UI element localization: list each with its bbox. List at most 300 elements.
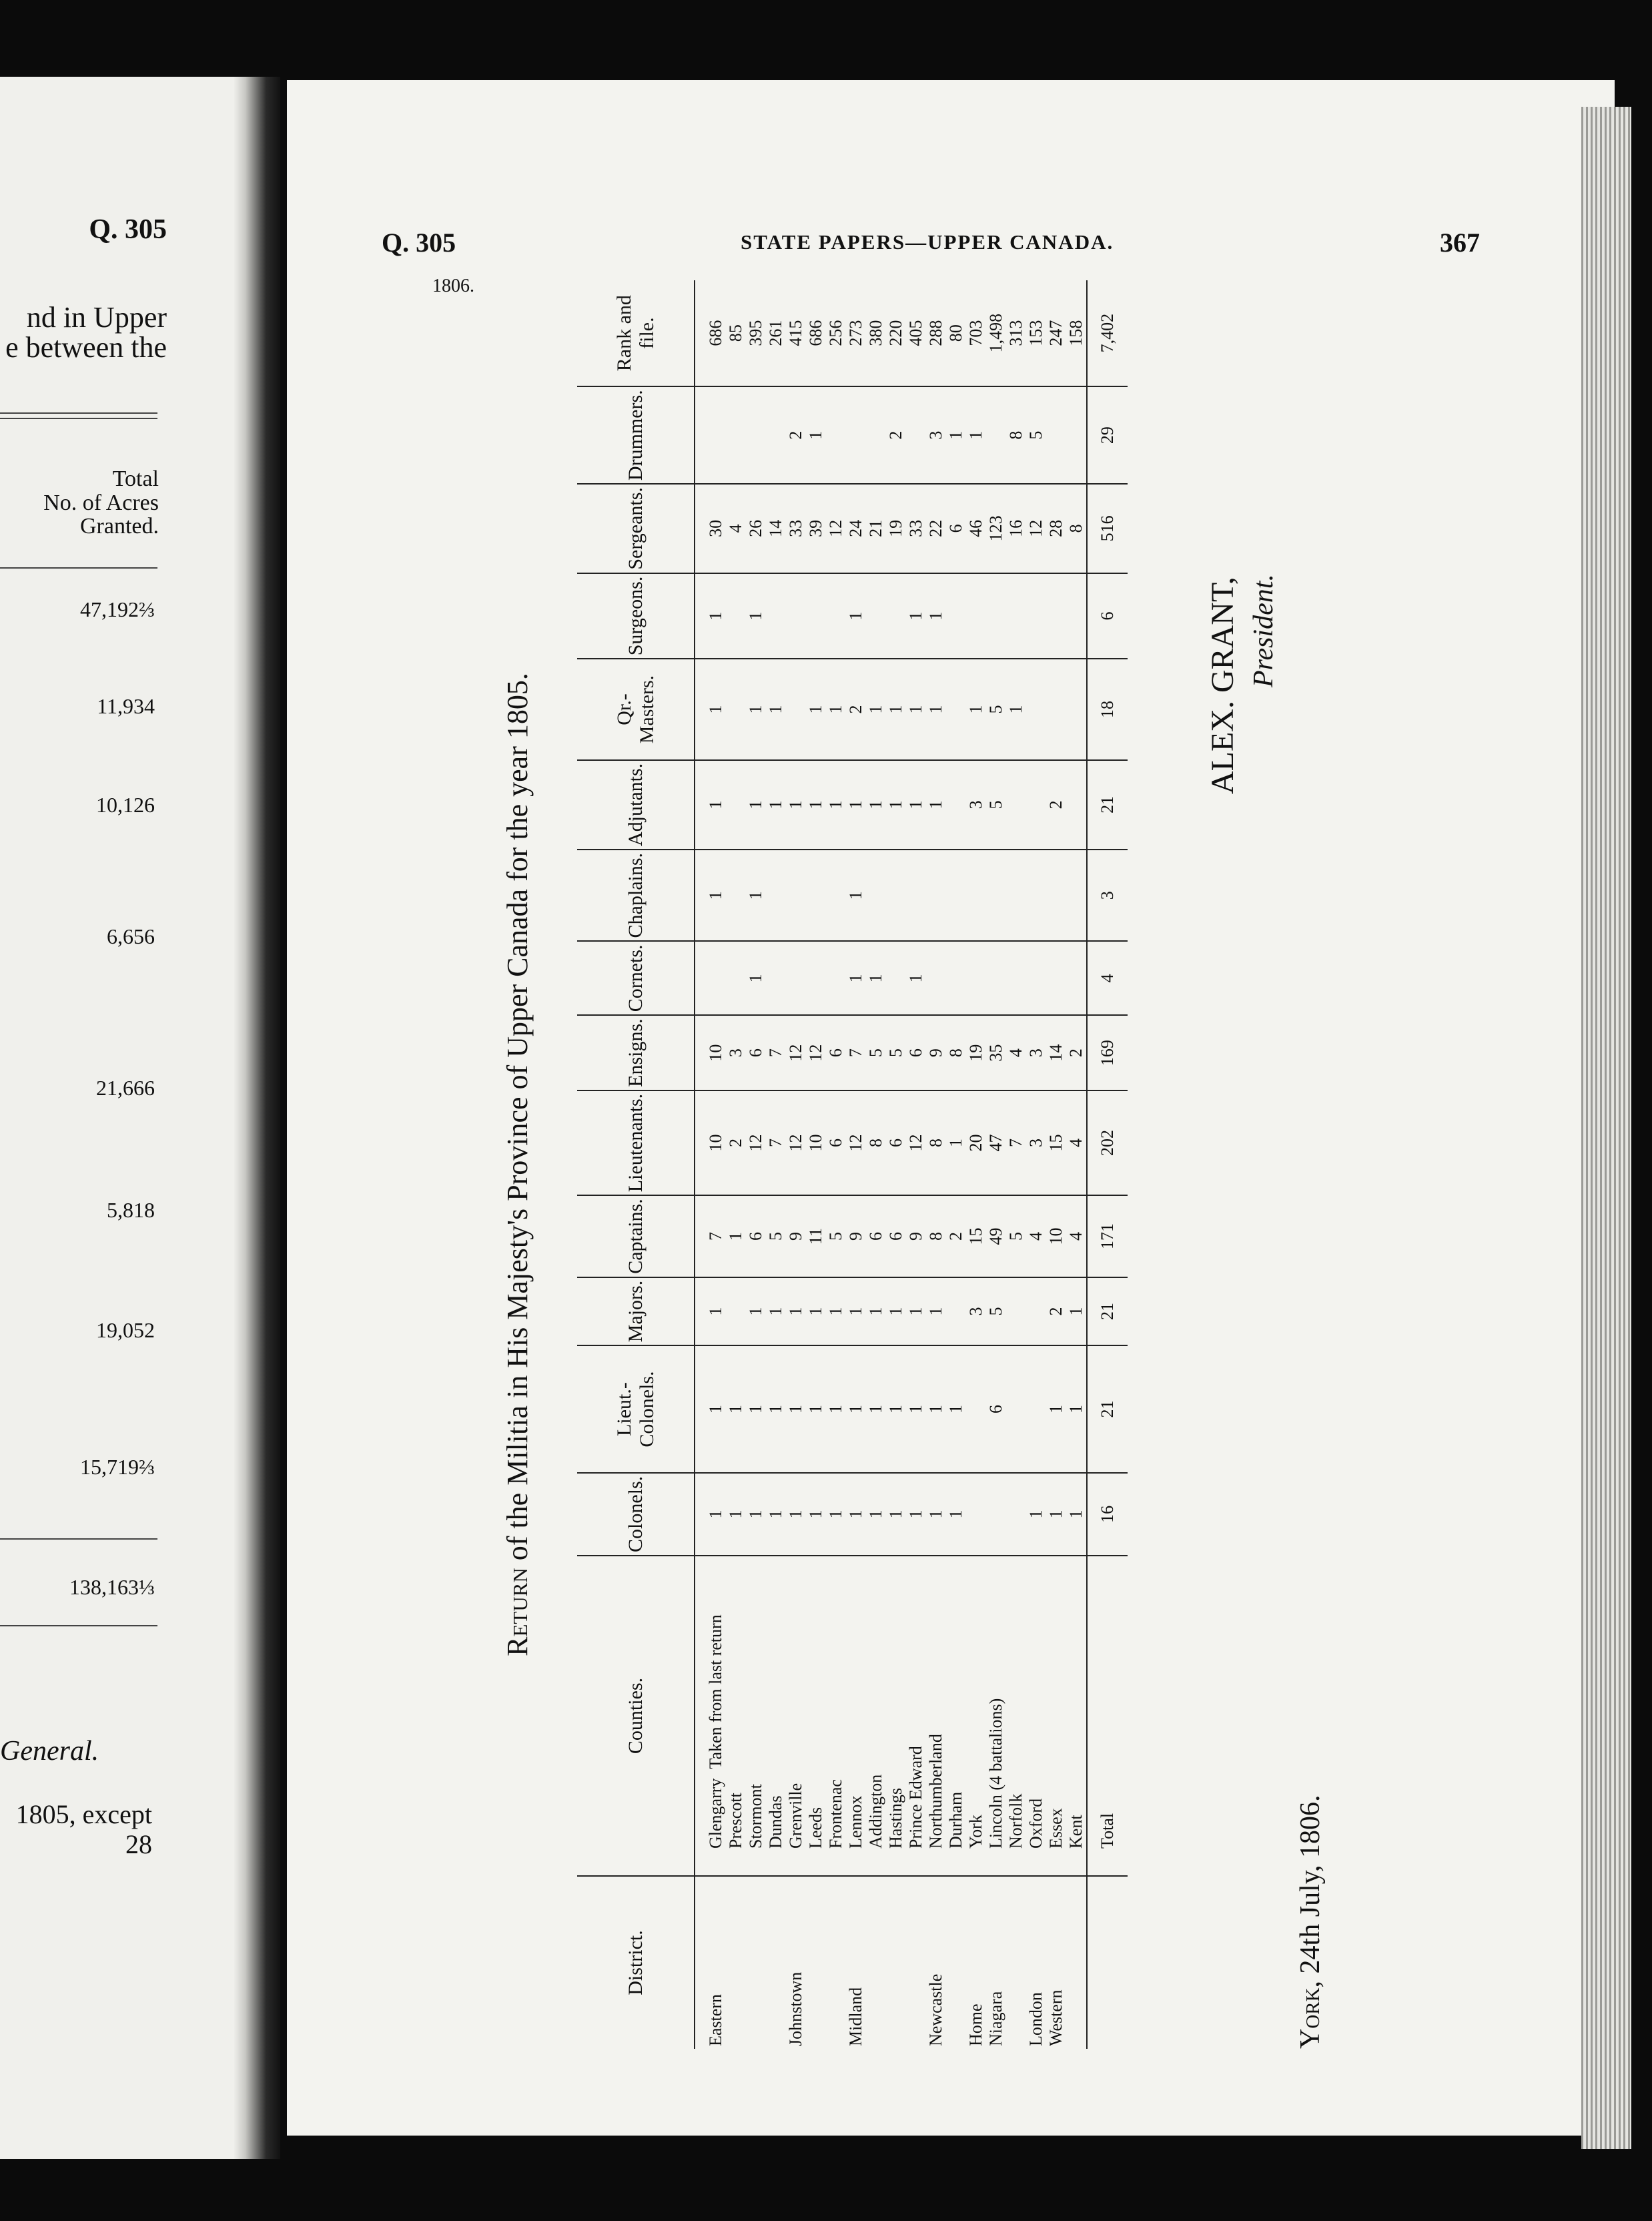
value-cell: 1 <box>846 1473 866 1556</box>
value-cell <box>1006 1277 1026 1346</box>
value-cell <box>1066 941 1087 1015</box>
value-cell: 1 <box>826 1345 846 1473</box>
value-cell: 12 <box>746 1090 766 1195</box>
value-cell <box>1026 659 1046 760</box>
value-cell: 1 <box>695 1473 726 1556</box>
value-cell <box>946 760 966 850</box>
value-cell: 1 <box>746 659 766 760</box>
county-cell <box>866 1556 886 1876</box>
value-cell: 256 <box>826 280 846 386</box>
county-cell <box>1046 1556 1066 1876</box>
value-cell: 7 <box>766 1015 786 1090</box>
column-header: Ensigns. <box>577 1015 695 1090</box>
county-cell <box>926 1556 946 1876</box>
county-cell <box>726 1556 746 1876</box>
value-cell <box>886 850 906 942</box>
value-cell: 1 <box>746 760 766 850</box>
value-cell: 1 <box>695 573 726 659</box>
table-row <box>726 280 746 2049</box>
total-cell: 6 <box>1087 573 1128 659</box>
value-cell: 39 <box>806 484 826 573</box>
table-row <box>695 280 726 2049</box>
value-cell <box>966 941 986 1015</box>
value-cell <box>1006 1345 1026 1473</box>
district-cell <box>766 1876 786 2049</box>
value-cell: 33 <box>906 484 926 573</box>
value-cell: 24 <box>846 484 866 573</box>
value-cell <box>1006 1473 1026 1556</box>
county-cell <box>1006 1556 1026 1876</box>
value-cell: 313 <box>1006 280 1026 386</box>
total-blank <box>1087 1876 1128 2049</box>
column-header: Cornets. <box>577 941 695 1015</box>
value-cell: 12 <box>826 484 846 573</box>
value-cell: 1 <box>866 1277 886 1346</box>
total-cell: 21 <box>1087 1277 1128 1346</box>
value-cell: 1 <box>695 760 726 850</box>
value-cell <box>906 386 926 484</box>
value-cell <box>766 941 786 1015</box>
value-cell <box>1026 850 1046 942</box>
value-cell <box>1046 850 1066 942</box>
county-cell <box>826 1556 846 1876</box>
value-cell: 1 <box>766 1277 786 1346</box>
value-cell: 1 <box>806 1473 826 1556</box>
value-cell: 2 <box>886 386 906 484</box>
value-cell: 12 <box>1026 484 1046 573</box>
value-cell: 1,498 <box>986 280 1006 386</box>
column-header: Qr.-Masters. <box>577 659 695 760</box>
value-cell: 85 <box>726 280 746 386</box>
value-cell: 2 <box>846 659 866 760</box>
value-cell <box>1066 850 1087 942</box>
value-cell <box>1006 941 1026 1015</box>
value-cell: 1 <box>766 1473 786 1556</box>
value-cell <box>726 941 746 1015</box>
total-cell: 171 <box>1087 1195 1128 1277</box>
value-cell: 20 <box>966 1090 986 1195</box>
value-cell <box>766 573 786 659</box>
district-cell <box>946 1876 966 2049</box>
value-cell: 1 <box>806 1277 826 1346</box>
table-row <box>886 280 906 2049</box>
column-header: Sergeants. <box>577 484 695 573</box>
value-cell: 5 <box>866 1015 886 1090</box>
value-cell <box>1006 573 1026 659</box>
value-cell: 158 <box>1066 280 1087 386</box>
value-cell: 1 <box>906 760 926 850</box>
value-cell: 1 <box>846 941 866 1015</box>
table-row <box>786 280 806 2049</box>
value-cell: 1 <box>806 1345 826 1473</box>
left-rule <box>0 412 157 414</box>
page-number: 367 <box>1440 228 1480 258</box>
value-cell <box>766 386 786 484</box>
value-cell <box>946 941 966 1015</box>
value-cell: 1 <box>886 659 906 760</box>
value-cell: 2 <box>1066 1015 1087 1090</box>
value-cell: 1 <box>826 1473 846 1556</box>
value-cell: 9 <box>926 1015 946 1090</box>
value-cell <box>1026 573 1046 659</box>
value-cell <box>986 1473 1006 1556</box>
county-name: Lennox <box>846 1795 865 1849</box>
value-cell <box>966 1473 986 1556</box>
value-cell: 14 <box>766 484 786 573</box>
table-row <box>966 280 986 2049</box>
county-name: Norfolk <box>1006 1793 1025 1849</box>
value-cell: 1 <box>866 941 886 1015</box>
value-cell <box>726 1277 746 1346</box>
value-cell <box>906 850 926 942</box>
value-cell: 4 <box>1066 1195 1087 1277</box>
value-cell: 1 <box>886 1345 906 1473</box>
value-cell: 6 <box>746 1015 766 1090</box>
value-cell <box>946 573 966 659</box>
value-cell: 1 <box>806 659 826 760</box>
total-cell: 4 <box>1087 941 1128 1015</box>
value-cell: 1 <box>766 659 786 760</box>
value-cell: 5 <box>886 1015 906 1090</box>
value-cell: 1 <box>1066 1473 1087 1556</box>
county-name: Prince Edward <box>906 1746 925 1849</box>
value-cell: 8 <box>1006 386 1026 484</box>
value-cell: 1 <box>695 659 726 760</box>
value-cell <box>726 850 746 942</box>
value-cell <box>986 573 1006 659</box>
district-cell <box>906 1876 926 2049</box>
value-cell: 261 <box>766 280 786 386</box>
column-header: Drummers. <box>577 386 695 484</box>
county-cell <box>966 1556 986 1876</box>
table-row <box>926 280 946 2049</box>
value-cell: 5 <box>1026 386 1046 484</box>
value-cell: 5 <box>766 1195 786 1277</box>
value-cell: 1 <box>926 1345 946 1473</box>
value-cell: 6 <box>986 1345 1006 1473</box>
value-cell: 1 <box>926 573 946 659</box>
value-cell <box>786 573 806 659</box>
value-cell: 12 <box>806 1015 826 1090</box>
table-header-row <box>577 280 695 2049</box>
left-text-line-2: e between the <box>5 331 167 364</box>
value-cell: 220 <box>886 280 906 386</box>
value-cell: 30 <box>695 484 726 573</box>
value-cell <box>986 941 1006 1015</box>
value-cell <box>886 941 906 1015</box>
value-cell: 1 <box>1046 1345 1066 1473</box>
value-cell: 11 <box>806 1195 826 1277</box>
table-title: Return of the Militia in His Majesty's Province of Upper Canada for the year 1805. <box>501 673 534 1656</box>
value-cell: 1 <box>826 659 846 760</box>
value-cell: 7 <box>695 1195 726 1277</box>
total-label: Total <box>1087 1556 1128 1876</box>
county-note: Taken from last return <box>706 1614 725 1769</box>
district-cell <box>1006 1876 1026 2049</box>
value-cell: 1 <box>726 1473 746 1556</box>
left-value: 21,666 <box>96 1076 155 1100</box>
dateline: York, 24th July, 1806. <box>1295 1795 1326 2049</box>
value-cell: 3 <box>726 1015 746 1090</box>
value-cell: 1 <box>846 760 866 850</box>
value-cell: 4 <box>1006 1015 1026 1090</box>
value-cell: 288 <box>926 280 946 386</box>
value-cell <box>806 573 826 659</box>
value-cell: 1 <box>866 760 886 850</box>
value-cell <box>826 573 846 659</box>
value-cell: 1 <box>1026 1473 1046 1556</box>
value-cell: 4 <box>1066 1090 1087 1195</box>
value-cell: 10 <box>695 1090 726 1195</box>
county-cell <box>986 1556 1006 1876</box>
value-cell <box>1046 941 1066 1015</box>
column-header: Colonels. <box>577 1473 695 1556</box>
value-cell: 80 <box>946 280 966 386</box>
value-cell <box>886 573 906 659</box>
county-cell <box>886 1556 906 1876</box>
value-cell: 8 <box>946 1015 966 1090</box>
value-cell: 1 <box>695 1277 726 1346</box>
value-cell: 395 <box>746 280 766 386</box>
column-header: Rank and file. <box>577 280 695 386</box>
value-cell: 1 <box>866 1473 886 1556</box>
county-cell <box>846 1556 866 1876</box>
value-cell: 26 <box>746 484 766 573</box>
value-cell: 8 <box>1066 484 1087 573</box>
left-footer-line-1: 1805, except <box>15 1799 152 1829</box>
value-cell: 153 <box>1026 280 1046 386</box>
total-cell: 21 <box>1087 760 1128 850</box>
value-cell: 1 <box>786 1473 806 1556</box>
book-gutter <box>234 77 280 2159</box>
value-cell: 4 <box>1026 1195 1046 1277</box>
county-cell <box>766 1556 786 1876</box>
county-name: Prescott <box>726 1793 745 1849</box>
county-name: Grenville <box>786 1783 805 1849</box>
column-header: Counties. <box>577 1556 695 1876</box>
district-cell: Midland <box>846 1987 865 2046</box>
left-rule <box>0 1625 157 1626</box>
value-cell: 1 <box>746 941 766 1015</box>
column-header: Captains. <box>577 1195 695 1277</box>
county-cell <box>746 1556 766 1876</box>
county-name: Oxford <box>1026 1798 1046 1849</box>
district-cell <box>746 1876 766 2049</box>
left-value: 5,818 <box>107 1198 155 1222</box>
value-cell: 5 <box>1006 1195 1026 1277</box>
left-total: 138,163⅓ <box>69 1575 155 1599</box>
value-cell: 33 <box>786 484 806 573</box>
district-cell: Johnstown <box>786 1971 805 2046</box>
county-cell <box>695 1556 726 1876</box>
district-cell: London <box>1026 1992 1046 2046</box>
value-cell: 21 <box>866 484 886 573</box>
left-value: 10,126 <box>96 793 155 817</box>
value-cell <box>1066 760 1087 850</box>
value-cell <box>966 850 986 942</box>
value-cell <box>786 659 806 760</box>
value-cell: 12 <box>846 1090 866 1195</box>
value-cell: 10 <box>1046 1195 1066 1277</box>
district-cell <box>806 1876 826 2049</box>
value-cell <box>1066 573 1087 659</box>
value-cell: 1 <box>906 1277 926 1346</box>
district-cell <box>826 1876 846 2049</box>
value-cell: 1 <box>826 760 846 850</box>
table-row <box>826 280 846 2049</box>
value-cell: 1 <box>866 659 886 760</box>
value-cell: 1 <box>746 1473 766 1556</box>
value-cell <box>926 850 946 942</box>
value-cell: 1 <box>846 573 866 659</box>
total-cell: 7,402 <box>1087 280 1128 386</box>
value-cell: 8 <box>926 1195 946 1277</box>
value-cell <box>1066 386 1087 484</box>
total-cell: 202 <box>1087 1090 1128 1195</box>
value-cell: 8 <box>926 1090 946 1195</box>
county-name: Durham <box>946 1791 965 1849</box>
value-cell <box>866 850 886 942</box>
value-cell: 5 <box>826 1195 846 1277</box>
value-cell: 19 <box>886 484 906 573</box>
value-cell <box>695 386 726 484</box>
militia-table <box>577 280 1128 2049</box>
value-cell: 14 <box>1046 1015 1066 1090</box>
county-name: Stormont <box>746 1784 765 1849</box>
value-cell: 686 <box>695 280 726 386</box>
value-cell: 6 <box>946 484 966 573</box>
value-cell <box>966 1345 986 1473</box>
table-row <box>746 280 766 2049</box>
left-value: 19,052 <box>96 1318 155 1342</box>
total-cell: 18 <box>1087 659 1128 760</box>
signature: ALEX. GRANT, <box>1205 577 1240 794</box>
district-cell <box>1066 1876 1087 2049</box>
value-cell <box>695 941 726 1015</box>
value-cell <box>866 573 886 659</box>
value-cell <box>1026 760 1046 850</box>
district-cell: Niagara <box>986 1991 1005 2046</box>
value-cell: 686 <box>806 280 826 386</box>
value-cell: 1 <box>906 659 926 760</box>
value-cell: 15 <box>1046 1090 1066 1195</box>
left-page-ref: Q. 305 <box>89 214 167 245</box>
value-cell: 1 <box>806 760 826 850</box>
value-cell: 1 <box>866 1345 886 1473</box>
column-header: Lieut.-Colonels. <box>577 1345 695 1473</box>
county-name: Hastings <box>886 1788 905 1849</box>
value-cell: 1 <box>726 1195 746 1277</box>
column-header: Majors. <box>577 1277 695 1346</box>
value-cell: 380 <box>866 280 886 386</box>
table-row <box>1066 280 1087 2049</box>
value-cell: 47 <box>986 1090 1006 1195</box>
county-name: Kent <box>1066 1815 1086 1849</box>
table-row <box>986 280 1006 2049</box>
value-cell: 1 <box>826 1277 846 1346</box>
county-name: Lincoln (4 battalions) <box>986 1698 1005 1849</box>
value-cell <box>826 941 846 1015</box>
value-cell: 1 <box>786 760 806 850</box>
value-cell: 9 <box>846 1195 866 1277</box>
value-cell: 2 <box>1046 1277 1066 1346</box>
value-cell <box>786 941 806 1015</box>
district-cell: Newcastle <box>926 1973 945 2046</box>
value-cell: 4 <box>726 484 746 573</box>
value-cell: 415 <box>786 280 806 386</box>
value-cell: 1 <box>846 1345 866 1473</box>
value-cell: 6 <box>886 1195 906 1277</box>
county-cell <box>946 1556 966 1876</box>
total-cell: 516 <box>1087 484 1128 573</box>
table-row <box>906 280 926 2049</box>
value-cell: 1 <box>906 1473 926 1556</box>
value-cell: 1 <box>726 1345 746 1473</box>
value-cell <box>726 760 746 850</box>
value-cell: 6 <box>866 1195 886 1277</box>
value-cell: 405 <box>906 280 926 386</box>
value-cell <box>826 850 846 942</box>
value-cell <box>1006 760 1026 850</box>
value-cell: 22 <box>926 484 946 573</box>
left-value: 6,656 <box>107 924 155 948</box>
value-cell: 6 <box>906 1015 926 1090</box>
militia-return <box>500 280 1401 2049</box>
value-cell: 28 <box>1046 484 1066 573</box>
value-cell: 1 <box>946 1345 966 1473</box>
county-cell <box>1066 1556 1087 1876</box>
value-cell: 10 <box>695 1015 726 1090</box>
county-cell <box>806 1556 826 1876</box>
value-cell: 1 <box>746 1277 766 1346</box>
value-cell: 9 <box>786 1195 806 1277</box>
value-cell <box>746 386 766 484</box>
value-cell: 1 <box>926 659 946 760</box>
value-cell: 1 <box>1046 1473 1066 1556</box>
table-row <box>1046 280 1066 2049</box>
table-row <box>946 280 966 2049</box>
value-cell: 2 <box>786 386 806 484</box>
value-cell <box>986 386 1006 484</box>
value-cell: 1 <box>946 386 966 484</box>
county-name: Northumberland <box>926 1734 945 1849</box>
value-cell <box>1046 659 1066 760</box>
year-label: 1806. <box>432 276 474 296</box>
value-cell: 1 <box>766 760 786 850</box>
value-cell <box>1026 1345 1046 1473</box>
value-cell: 273 <box>846 280 866 386</box>
total-cell: 29 <box>1087 386 1128 484</box>
left-general: General. <box>0 1736 99 1767</box>
value-cell <box>766 850 786 942</box>
value-cell: 1 <box>1006 659 1026 760</box>
running-title: STATE PAPERS—UPPER CANADA. <box>741 230 1114 254</box>
value-cell: 6 <box>826 1090 846 1195</box>
value-cell: 3 <box>966 760 986 850</box>
value-cell: 1 <box>786 1277 806 1346</box>
column-header: Chaplains. <box>577 850 695 942</box>
value-cell: 7 <box>846 1015 866 1090</box>
district-cell: Eastern <box>706 1994 725 2046</box>
value-cell: 7 <box>1006 1090 1026 1195</box>
value-cell: 1 <box>966 386 986 484</box>
district-cell <box>886 1876 906 2049</box>
county-name: Glengarry <box>706 1778 725 1849</box>
table-row <box>806 280 826 2049</box>
value-cell: 1 <box>746 1345 766 1473</box>
value-cell: 1 <box>886 1473 906 1556</box>
value-cell <box>946 850 966 942</box>
